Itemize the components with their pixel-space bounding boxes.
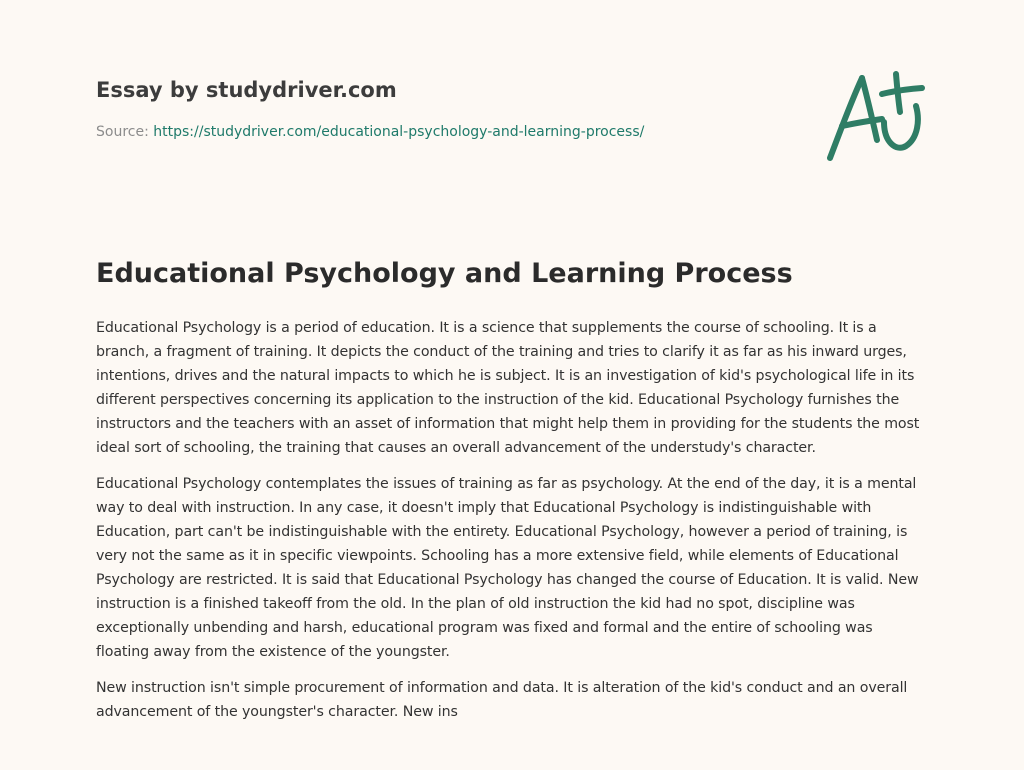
source-line xyxy=(96,122,796,142)
paragraph: Educational Psychology is a period of education. It is a science that supplements the course of schooling. It is a branch, a fragment of training. It depicts the conduct of the training and tries to clarify it as far as his inward urges, intentions, drives and the natural impacts to which he is subject. It is an investigation of kid's psychological life in its different perspectives concerning its application to the instruction of the kid. Educational Psychology furnishes the instructors and the teachers with an asset of information that might help them in providing for the students the most ideal sort of schooling, the training that causes an overall advancement of the understudy's character. xyxy=(96,320,920,456)
source-label: Source: xyxy=(96,124,149,140)
essay-header xyxy=(96,74,796,142)
essay-body xyxy=(96,316,928,736)
a-plus-logo-icon xyxy=(822,66,926,166)
site-brand: Essay by studydriver.com xyxy=(96,78,397,102)
paragraph: New instruction isn't simple procurement of information and data. It is alteration of the kid's conduct and an overall advancement of the youngster's character. New ins xyxy=(96,680,908,720)
essay-title: Educational Psychology and Learning Process xyxy=(96,258,793,289)
paragraph: Educational Psychology contemplates the issues of training as far as psychology. At the end of the day, it is a mental way to deal with instruction. In any case, it doesn't imply that Educational Psychology is indistinguishable with Education, part can't be indistinguishable with the entirety. Educational Psychology, however a period of training, is very not the same as it in specific viewpoints. Schooling has a more extensive field, while elements of Educational Psychology are restricted. It is said that Educational Psychology has changed the course of Education. It is valid. New instruction is a finished takeoff from the old. In the plan of old instruction the kid had no spot, discipline was exceptionally unbending and harsh, educational program was fixed and formal and the entire of schooling was floating away from the existence of the youngster. xyxy=(96,476,919,660)
source-link[interactable]: https://studydriver.com/educational-psychology-and-learning-process/ xyxy=(153,124,645,140)
